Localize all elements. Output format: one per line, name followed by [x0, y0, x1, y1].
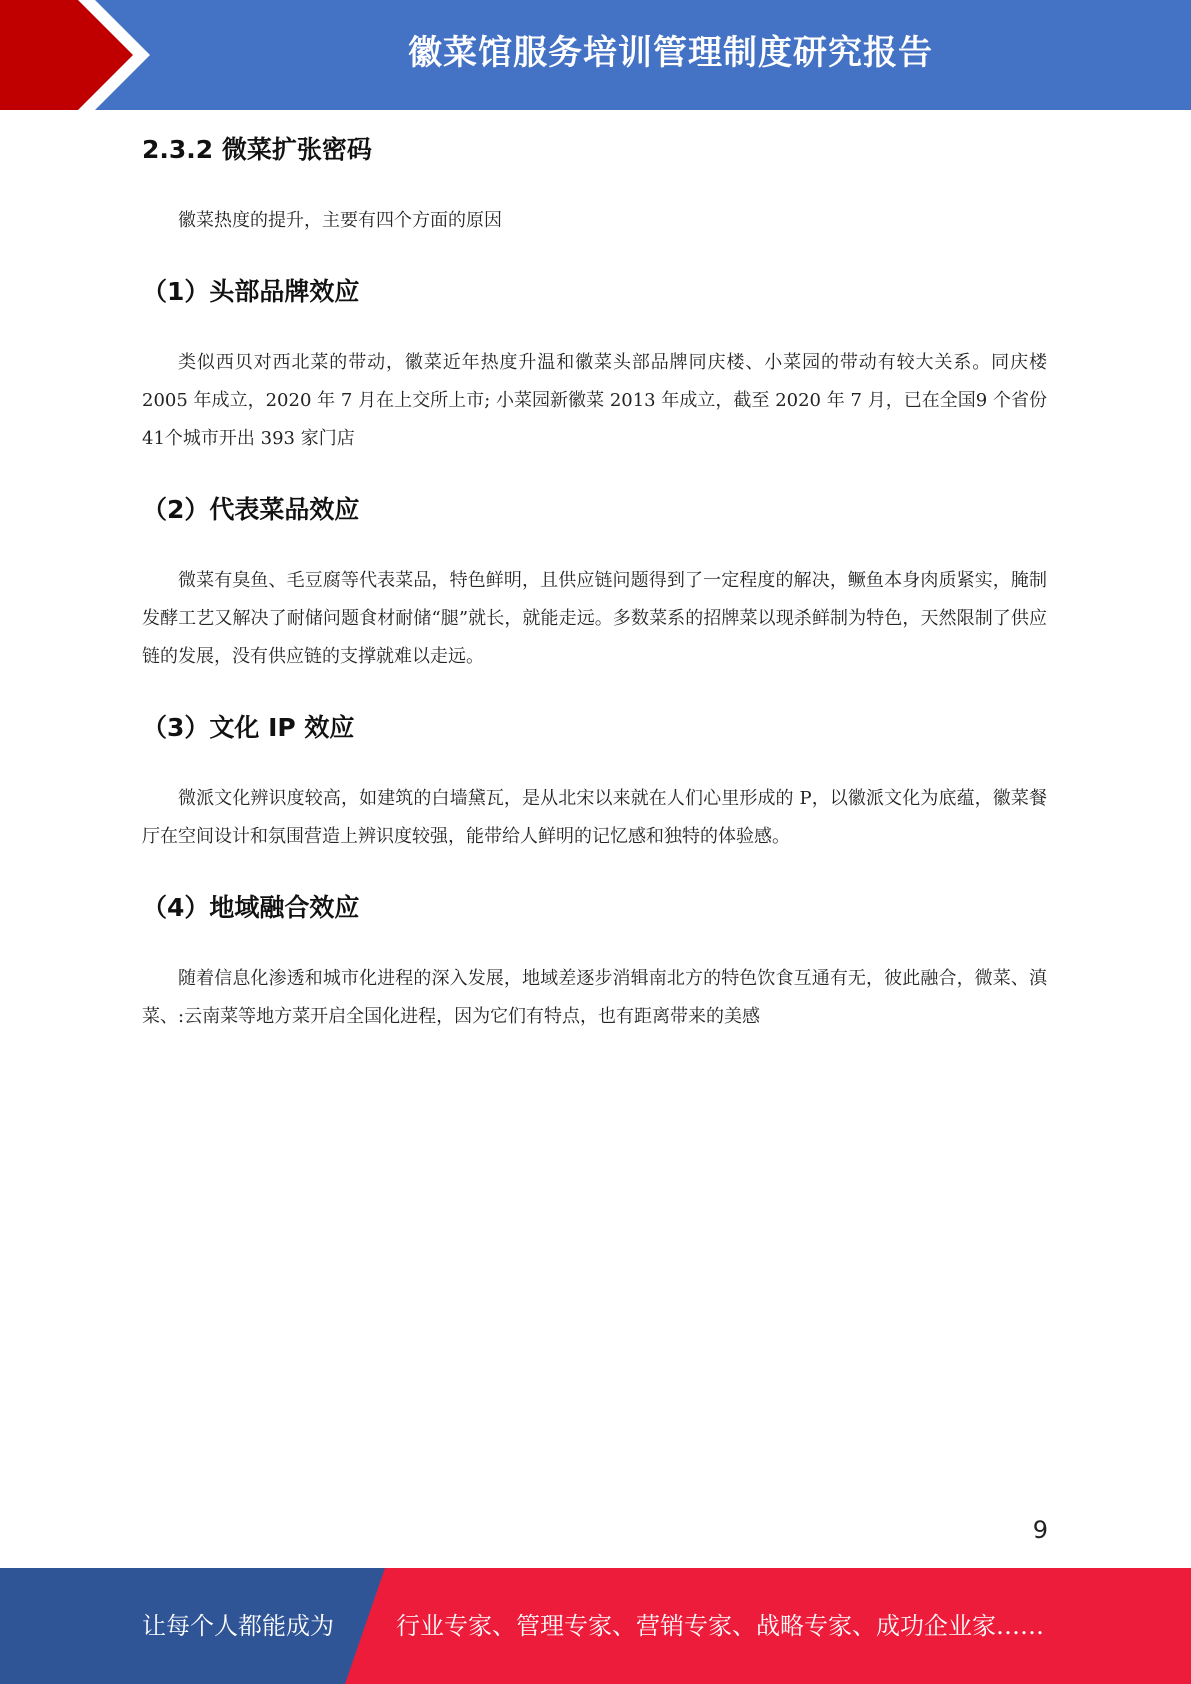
item-2-heading: （2）代表菜品效应	[142, 495, 360, 524]
section-heading: 2.3.2 微菜扩张密码	[142, 135, 372, 164]
item-1-text: 类似西贝对西北菜的带动，徽菜近年热度升温和徽菜头部品牌同庆楼、小菜园的带动有较大关系。同庆楼 2005 年成立，2020 年 7 月在上交所上市; 小菜园新徽菜 2013 年成立，截至 2020 年 7 月，已在全国9 个省份 41个城市开出 393 家门店	[142, 352, 1047, 449]
item-3-text: 微派文化辨识度较高，如建筑的白墙黛瓦，是从北宋以来就在人们心里形成的 P，以徽派文化为底蕴，徽菜餐厅在空间设计和氛围营造上辨识度较强，能带给人鲜明的记忆感和独特的体验感。	[142, 788, 1047, 847]
item-2-text: 微菜有臭鱼、毛豆腐等代表菜品，特色鲜明，且供应链问题得到了一定程度的解决，鳜鱼本身肉质紧实，腌制发酵工艺又解决了耐储问题食材耐储“腿”就长，就能走远。多数菜系的招牌菜以现杀鲜制为特色，天然限制了供应链的发展，没有供应链的支撑就难以走远。	[142, 570, 1047, 667]
footer-slogan-left: 让每个人都能成为	[142, 1612, 334, 1640]
item-1-heading: （1）头部品牌效应	[142, 277, 360, 306]
report-title: 徽菜馆服务培训管理制度研究报告	[408, 33, 933, 73]
section-intro: 徽菜热度的提升，主要有四个方面的原因	[178, 210, 502, 231]
item-4-heading: （4）地域融合效应	[142, 893, 360, 922]
page-number: 9	[1032, 1516, 1048, 1544]
header-band	[0, 0, 1191, 110]
item-4-text: 随着信息化渗透和城市化进程的深入发展，地域差逐步消辑南北方的特色饮食互通有无，彼此融合，微菜、滇菜、:云南菜等地方菜开启全国化进程，因为它们有特点，也有距离带来的美感	[142, 968, 1047, 1027]
footer-slogan-right: 行业专家、管理专家、营销专家、战略专家、成功企业家……	[396, 1612, 1044, 1640]
footer-band	[0, 1568, 1191, 1684]
page-content	[142, 130, 1047, 1036]
header-arrow-icon	[0, 0, 160, 110]
item-3-heading: （3）文化 IP 效应	[142, 713, 355, 742]
